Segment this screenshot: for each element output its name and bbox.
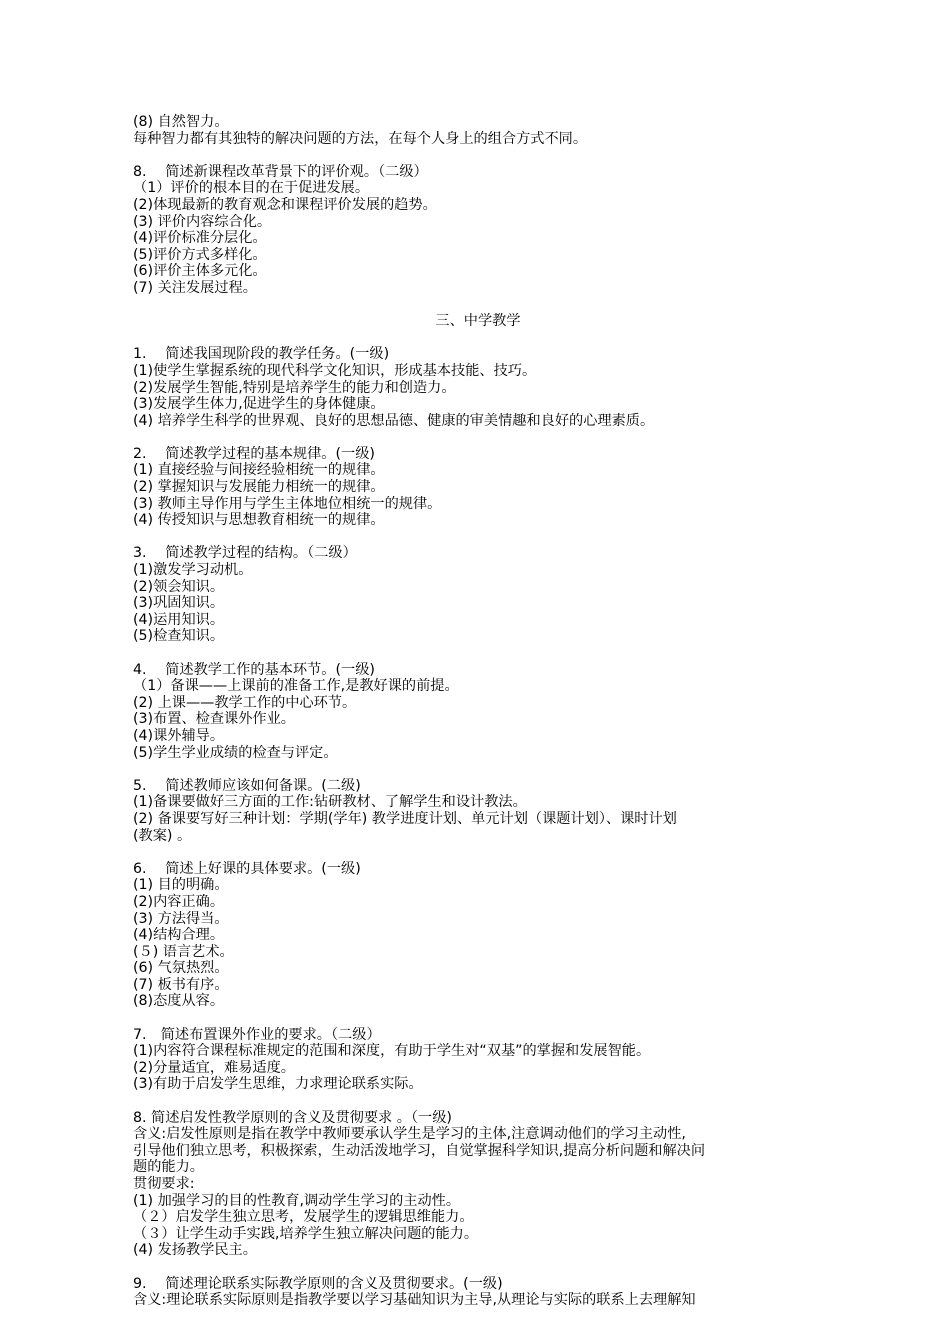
text-line: 7. 简述布置课外作业的要求。（二级） bbox=[133, 1026, 381, 1043]
text-line: 贯彻要求: bbox=[133, 1176, 195, 1192]
text-line: （1）备课——上课前的准备工作,是教好课的前提。 bbox=[133, 678, 459, 695]
text-line: (4)评价标准分层化。 bbox=[133, 230, 267, 247]
paragraph-gap bbox=[133, 1010, 823, 1027]
text-line: (1) 目的明确。 bbox=[133, 877, 229, 894]
text-line: (3) 方法得当。 bbox=[133, 910, 229, 927]
text-line: (1)激发学习动机。 bbox=[133, 562, 253, 579]
text-line: (4)结构合理。 bbox=[133, 927, 225, 944]
paragraph-gap bbox=[133, 529, 823, 546]
text-line: 8. 简述启发性教学原则的含义及贯彻要求 。（一级) bbox=[133, 1109, 452, 1126]
text-line: 4. 简述教学工作的基本环节。(一级) bbox=[133, 661, 375, 678]
text-line: (2)发展学生智能,特别是培养学生的能力和创造力。 bbox=[133, 379, 456, 396]
paragraph-gap bbox=[133, 330, 823, 347]
text-line: 1. 简述我国现阶段的教学任务。(一级) bbox=[133, 346, 390, 363]
text-line: (7) 板书有序。 bbox=[133, 976, 229, 993]
text-line: (4)运用知识。 bbox=[133, 611, 225, 628]
paragraph-gap bbox=[133, 844, 823, 861]
text-line: (2)领会知识。 bbox=[133, 578, 225, 595]
text-line: (4) 培养学生科学的世界观、良好的思想品德、健康的审美情趣和良好的心理素质。 bbox=[133, 412, 655, 429]
text-line: (2)体现最新的教育观念和课程评价发展的趋势。 bbox=[133, 196, 437, 213]
text-line: (5)检查知识。 bbox=[133, 628, 225, 645]
text-line: 2. 简述教学过程的基本规律。(一级) bbox=[133, 445, 375, 462]
text-line: (1) 直接经验与间接经验相统一的规律。 bbox=[133, 462, 385, 479]
text-line: 题的能力。 bbox=[133, 1159, 204, 1176]
text-line: (6)评价主体多元化。 bbox=[133, 263, 267, 280]
text-line: (8) 自然智力。 bbox=[133, 114, 229, 130]
text-line: (3) 教师主导作用与学生主体地位相统一的规律。 bbox=[133, 495, 442, 512]
text-line: (3)巩固知识。 bbox=[133, 595, 225, 612]
text-line: 每种智力都有其独特的解决问题的方法，在每个人身上的组合方式不同。 bbox=[133, 130, 588, 147]
text-line: (4) 发扬教学民主。 bbox=[133, 1242, 257, 1259]
text-line: (1)内容符合课程标准规定的范围和深度，有助于学生对“双基”的掌握和发展智能。 bbox=[133, 1043, 651, 1060]
text-line: (2) 掌握知识与发展能力相统一的规律。 bbox=[133, 479, 385, 496]
text-line: (4)课外辅导。 bbox=[133, 727, 225, 744]
paragraph-gap bbox=[133, 761, 823, 778]
text-line: （３）让学生动手实践,培养学生独立解决问题的能力。 bbox=[133, 1225, 479, 1242]
text-line: (4) 传授知识与思想教育相统一的规律。 bbox=[133, 512, 385, 529]
text-line: (3) 评价内容综合化。 bbox=[133, 213, 272, 230]
text-line: 5. 简述教师应该如何备课。(二级) bbox=[133, 777, 361, 794]
text-line: (2) 备课要写好三种计划：学期(学年) 教学进度计划、单元计划（课题计划）、课时计划 bbox=[133, 810, 677, 827]
text-line: (3)有助于启发学生思维，力求理论联系实际。 bbox=[133, 1076, 423, 1093]
text-line: (5)评价方式多样化。 bbox=[133, 246, 267, 263]
text-line: (1)使学生掌握系统的现代科学文化知识，形成基本技能、技巧。 bbox=[133, 362, 537, 379]
text-line: (2)分量适宜，难易适度。 bbox=[133, 1059, 295, 1076]
text-line: (教案) 。 bbox=[133, 827, 192, 844]
text-line: (1) 加强学习的目的性教育,调动学生学习的主动性。 bbox=[133, 1192, 461, 1209]
text-line: （1）评价的根本目的在于促进发展。 bbox=[133, 180, 370, 197]
text-line: 含义:启发性原则是指在教学中教师要承认学生是学习的主体,注意调动他们的学习主动性, bbox=[133, 1126, 686, 1143]
text-line: (6) 气氛热烈。 bbox=[133, 960, 229, 977]
text-line: (3)布置、检查课外作业。 bbox=[133, 711, 295, 728]
text-line: (2)内容正确。 bbox=[133, 893, 225, 910]
text-line: (5)学生学业成绩的检查与评定。 bbox=[133, 744, 338, 761]
text-line: (2) 上课——教学工作的中心环节。 bbox=[133, 694, 357, 711]
paragraph-gap bbox=[133, 429, 823, 446]
paragraph-gap bbox=[133, 1259, 823, 1276]
paragraph-gap bbox=[133, 1093, 823, 1110]
paragraph-gap bbox=[133, 297, 823, 314]
text-line: 含义:理论联系实际原则是指教学要以学习基础知识为主导,从理论与实际的联系上去理解知 bbox=[133, 1292, 696, 1309]
text-line: 6. 简述上好课的具体要求。(一级) bbox=[133, 860, 361, 877]
text-line: (8)态度从容。 bbox=[133, 993, 225, 1010]
text-line: (1)备课要做好三方面的工作:钻研教材、了解学生和设计教法。 bbox=[133, 794, 527, 811]
text-line: (５) 语言艺术。 bbox=[133, 943, 234, 960]
document-body bbox=[133, 114, 823, 1309]
text-line: (7) 关注发展过程。 bbox=[133, 279, 257, 296]
section-title: 三、中学教学 bbox=[435, 313, 521, 330]
text-line: 3. 简述教学过程的结构。（二级） bbox=[133, 545, 357, 562]
text-line: 引导他们独立思考，积极探索，生动活泼地学习，自觉掌握科学知识,提高分析问题和解决问 bbox=[133, 1142, 706, 1159]
paragraph-gap bbox=[133, 147, 823, 164]
paragraph-gap bbox=[133, 645, 823, 662]
text-line: 8. 简述新课程改革背景下的评价观。（二级） bbox=[133, 163, 428, 180]
text-line: （２）启发学生独立思考，发展学生的逻辑思维能力。 bbox=[133, 1209, 474, 1226]
text-line: 9. 简述理论联系实际教学原则的含义及贯彻要求。(一级) bbox=[133, 1275, 503, 1292]
text-line: (3)发展学生体力,促进学生的身体健康。 bbox=[133, 396, 385, 413]
